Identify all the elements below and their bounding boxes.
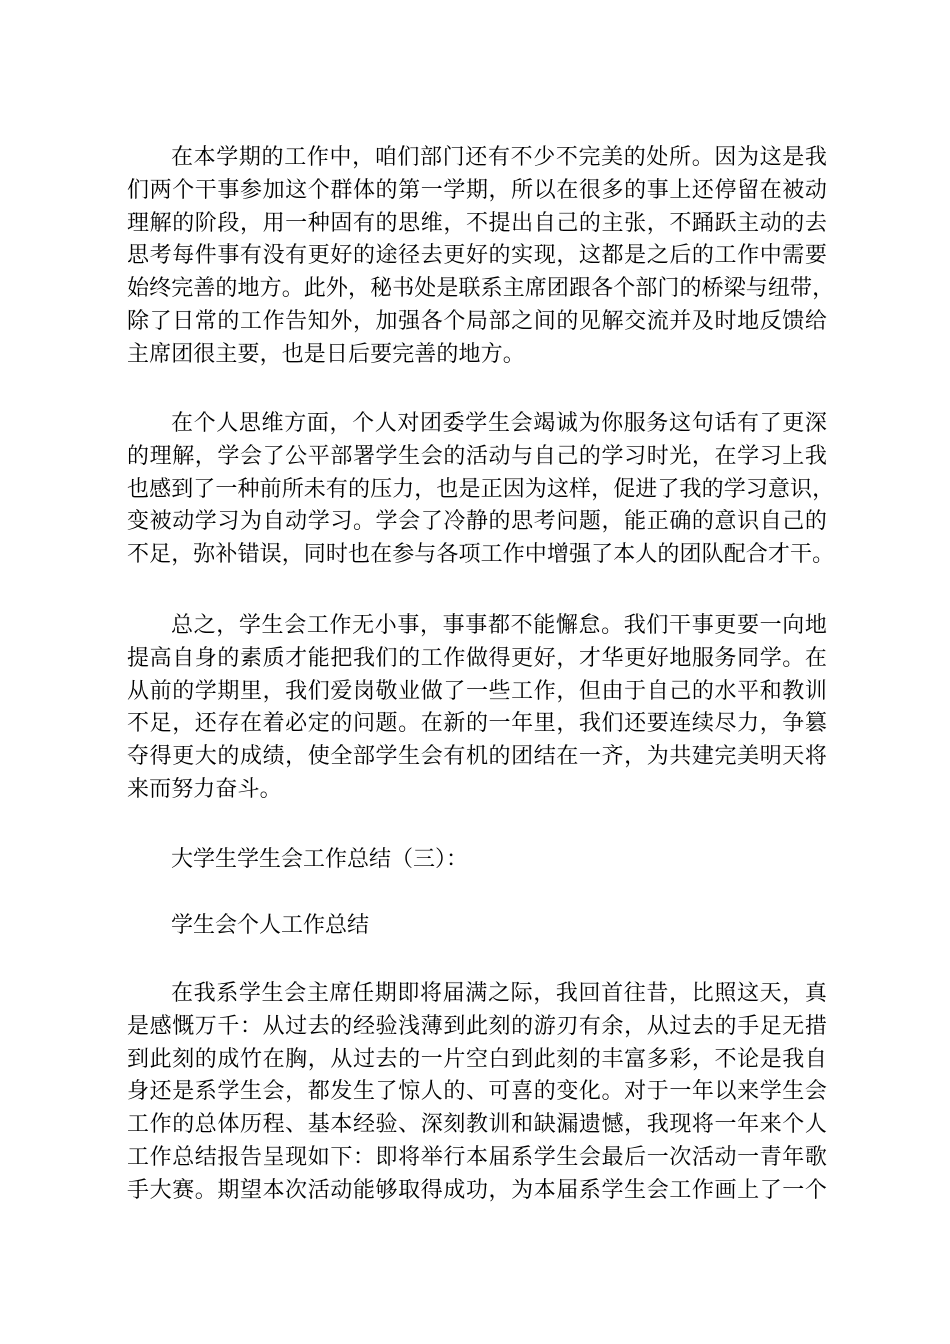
text-line: 来而努力奋斗。 (127, 776, 282, 802)
text-line: 们两个干事参加这个群体的第一学期，所以在很多的事上还停留在被动 (127, 177, 827, 203)
text-line: 除了日常的工作告知外，加强各个局部之间的见解交流并及时地反馈给 (127, 308, 827, 334)
text-line: 始终完善的地方。此外，秘书处是联系主席团跟各个部门的桥梁与纽带， (127, 276, 835, 302)
text-line: 手大赛。期望本次活动能够取得成功，为本届系学生会工作画上了一个 (127, 1177, 827, 1203)
text-line: 的理解，学会了公平部署学生会的活动与自己的学习时光，在学习上我 (127, 443, 827, 469)
text-line: 工作总结报告呈现如下：即将举行本届系学生会最后一次活动一青年歌 (127, 1144, 827, 1170)
text-line: 在我系学生会主席任期即将届满之际，我回首往昔，比照这天，真 (171, 981, 827, 1006)
text-line: 总之，学生会工作无小事，事事都不能懈怠。我们干事更要一向地 (171, 613, 827, 638)
paragraph-1 (127, 142, 835, 372)
subtitle: 学生会个人工作总结 (171, 913, 370, 938)
text-line: 在本学期的工作中，咱们部门还有不少不完美的处所。因为这是我 (171, 145, 827, 170)
text-line: 提高自身的素质才能把我们的工作做得更好，才华更好地服务同学。在 (127, 645, 827, 671)
text-line: 不足，还存在着必定的问题。在新的一年里，我们还要连续尽力，争篡 (127, 711, 827, 737)
paragraph-3 (127, 610, 827, 807)
text-line: 不足，弥补错误，同时也在参与各项工作中增强了本人的团队配合才干。 (127, 542, 835, 568)
text-line: 身还是系学生会，都发生了惊人的、可喜的变化。对于一年以来学生会 (127, 1079, 827, 1105)
paragraph-4 (127, 978, 827, 1208)
text-line: 在个人思维方面，个人对团委学生会竭诚为你服务这句话有了更深 (171, 411, 827, 436)
text-line: 是感慨万千：从过去的经验浅薄到此刻的游刃有余，从过去的手足无措 (127, 1013, 827, 1039)
text-line: 思考每件事有没有更好的途径去更好的实现，这都是之后的工作中需要 (127, 243, 827, 269)
text-line: 变被动学习为自动学习。学会了冷静的思考问题，能正确的意识自己的 (127, 509, 827, 535)
text-line: 从前的学期里，我们爱岗敬业做了一些工作，但由于自己的水平和教训 (127, 678, 827, 704)
text-line: 工作的总体历程、基本经验、深刻教训和缺漏遗憾，我现将一年来个人 (127, 1112, 827, 1138)
text-line: 主席团很主要，也是日后要完善的地方。 (127, 341, 525, 367)
text-line: 也感到了一种前所未有的压力，也是正因为这样，促进了我的学习意识， (127, 476, 835, 502)
text-line: 夺得更大的成绩，使全部学生会有机的团结在一齐，为共建完美明天将 (127, 744, 827, 770)
paragraph-2 (127, 408, 835, 572)
text-line: 理解的阶段，用一种固有的思维，不提出自己的主张，不踊跃主动的去 (127, 210, 827, 236)
section-title: 大学生学生会工作总结（三）： (171, 847, 469, 872)
text-line: 到此刻的成竹在胸，从过去的一片空白到此刻的丰富多彩，不论是我自 (127, 1046, 827, 1072)
